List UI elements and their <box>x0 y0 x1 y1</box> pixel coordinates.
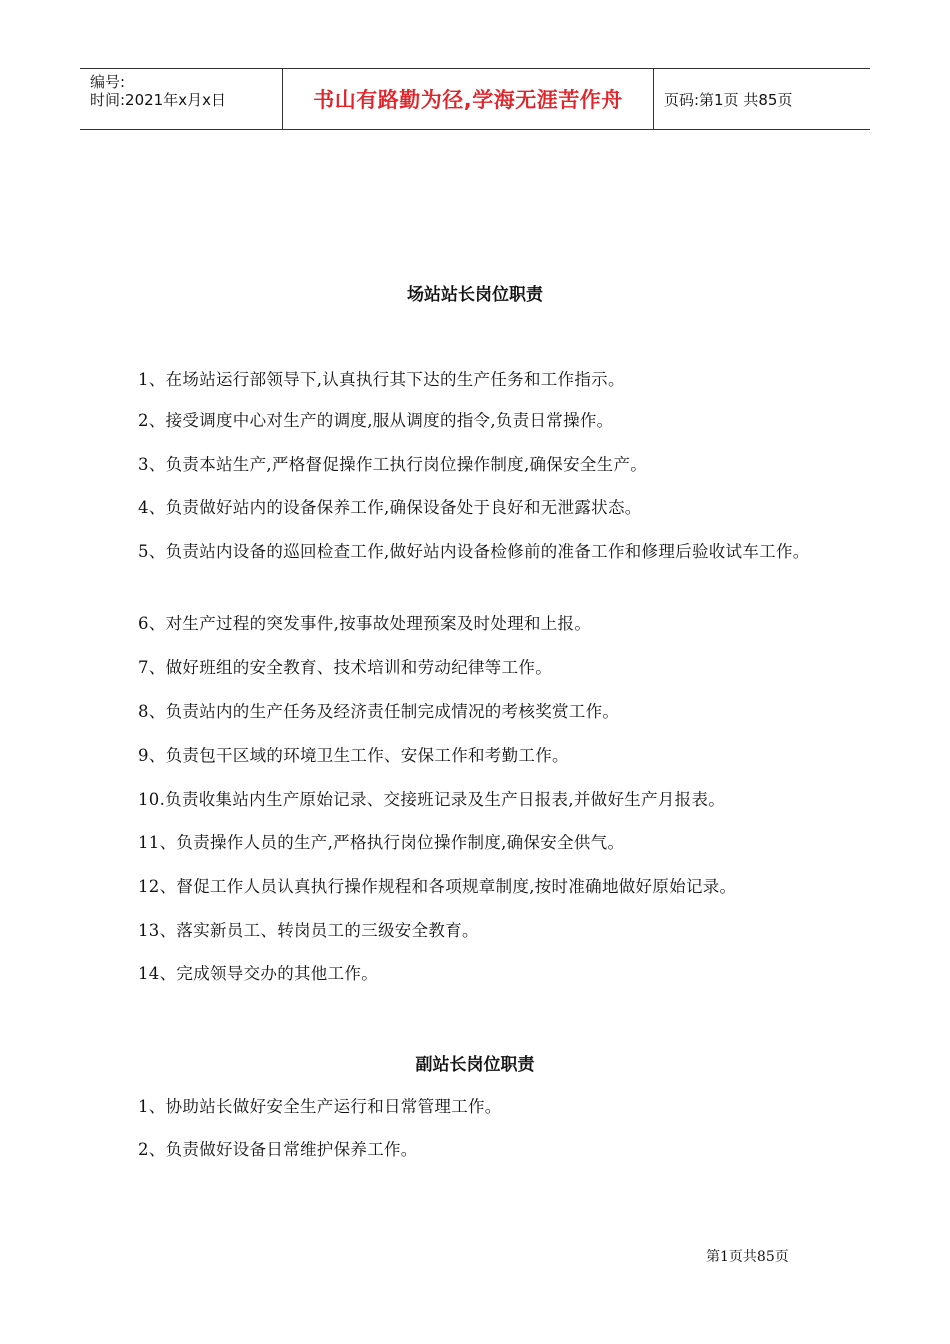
section-title: 副站长岗位职责 <box>415 1055 535 1075</box>
list-item: 8、负责站内的生产任务及经济责任制完成情况的考核奖赏工作。 <box>138 702 620 721</box>
header-page-cell <box>654 69 870 129</box>
list-item: 7、做好班组的安全教育、技术培训和劳动纪律等工作。 <box>138 658 552 677</box>
list-item: 3、负责本站生产,严格督促操作工执行岗位操作制度,确保安全生产。 <box>138 455 648 474</box>
list-item: 5、负责站内设备的巡回检查工作,做好站内设备检修前的准备工作和修理后验收试车工作。 <box>138 542 810 561</box>
header-meta <box>80 69 282 129</box>
list-item: 4、负责做好站内的设备保养工作,确保设备处于良好和无泄露状态。 <box>138 498 642 517</box>
list-item: 14、完成领导交办的其他工作。 <box>138 964 378 983</box>
page-label: 页码:第1页 共85页 <box>664 90 793 109</box>
time-label: 时间:2021年x月x日 <box>90 91 226 109</box>
header-motto-cell <box>282 69 654 129</box>
page-footer: 第1页共85页 <box>706 1249 789 1265</box>
list-item: 12、督促工作人员认真执行操作规程和各项规章制度,按时准确地做好原始记录。 <box>138 877 737 896</box>
list-item: 11、负责操作人员的生产,严格执行岗位操作制度,确保安全供气。 <box>138 833 625 852</box>
list-item: 6、对生产过程的突发事件,按事故处理预案及时处理和上报。 <box>138 614 592 633</box>
list-item: 2、负责做好设备日常维护保养工作。 <box>138 1140 418 1159</box>
list-item: 1、在场站运行部领导下,认真执行其下达的生产任务和工作指示。 <box>138 370 625 389</box>
section-title: 场站站长岗位职责 <box>407 285 543 305</box>
number-label: 编号: <box>90 73 126 91</box>
list-item: 9、负责包干区域的环境卫生工作、安保工作和考勤工作。 <box>138 746 569 765</box>
list-item: 13、落实新员工、转岗员工的三级安全教育。 <box>138 921 479 940</box>
list-item: 2、接受调度中心对生产的调度,服从调度的指令,负责日常操作。 <box>138 411 614 430</box>
list-item: 10.负责收集站内生产原始记录、交接班记录及生产日报表,并做好生产月报表。 <box>138 790 726 809</box>
list-item: 1、协助站长做好安全生产运行和日常管理工作。 <box>138 1097 502 1116</box>
page-header <box>80 68 870 130</box>
motto: 书山有路勤为径,学海无涯苦作舟 <box>313 88 623 112</box>
